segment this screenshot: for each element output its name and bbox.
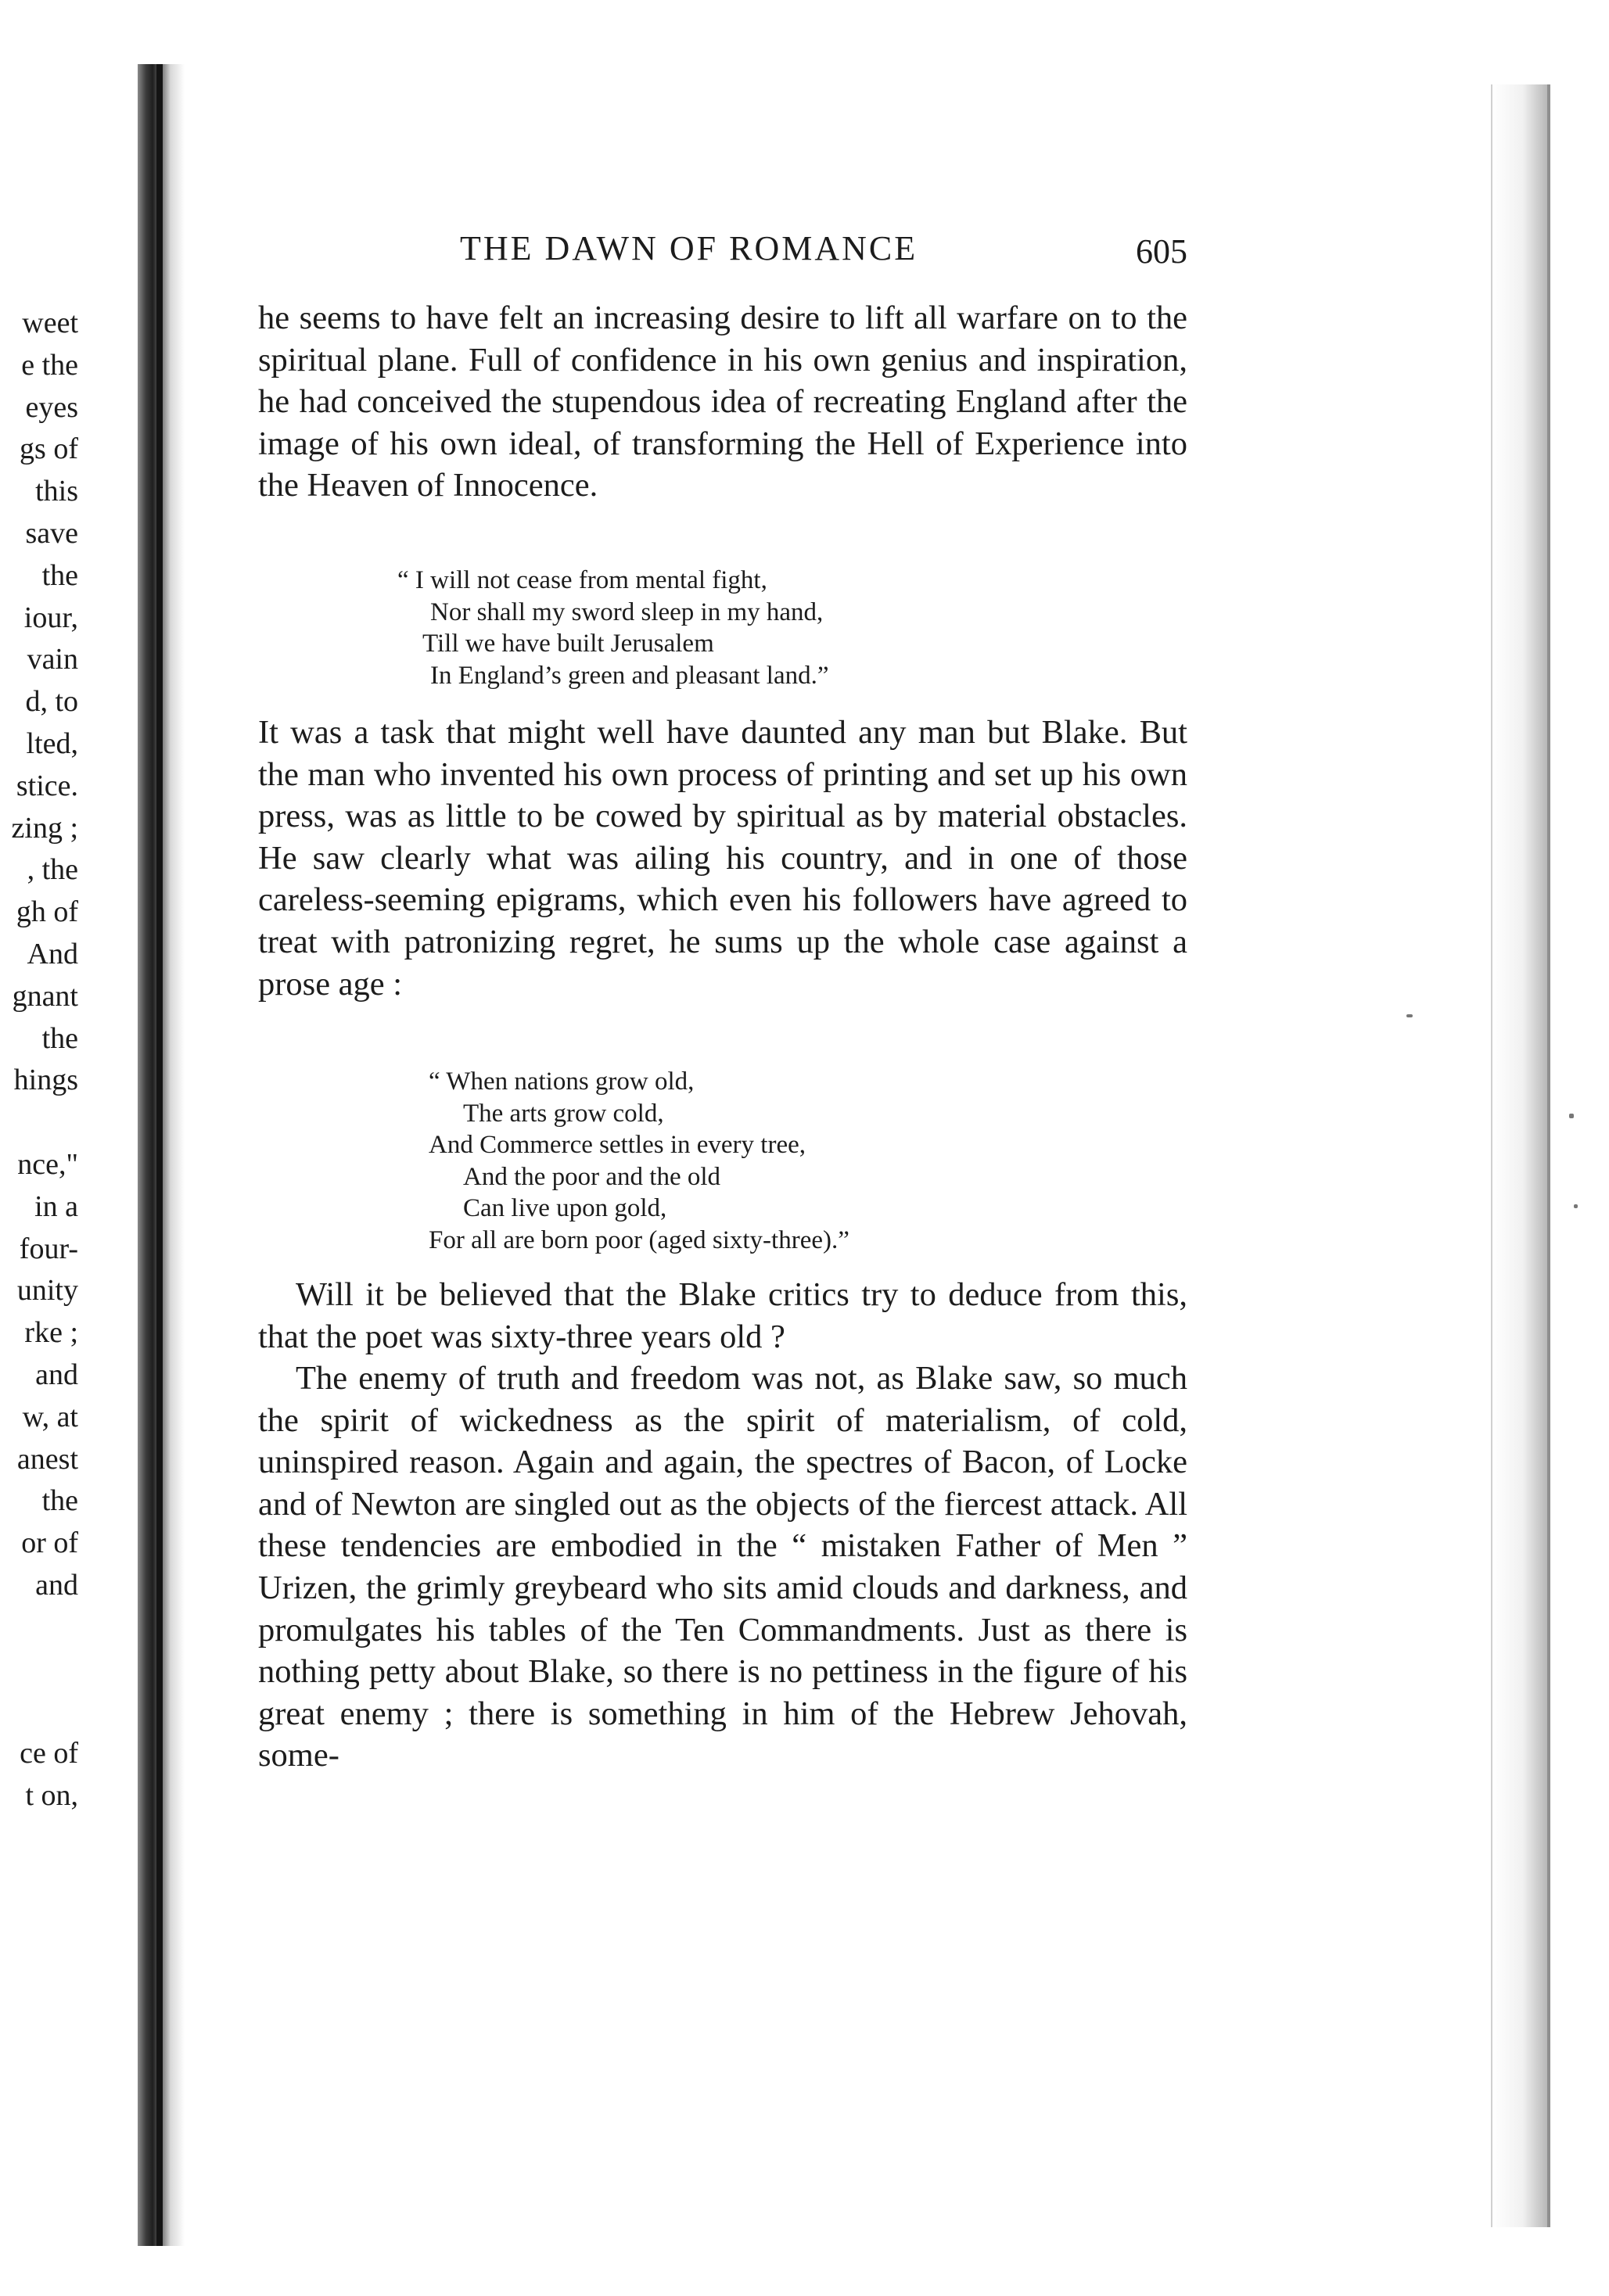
facing-page-line: anest	[16, 1442, 78, 1476]
gutter-edge	[156, 64, 163, 2246]
facing-page-line: unity	[16, 1274, 78, 1308]
facing-page-fragment	[0, 64, 153, 2246]
facing-page-line: this	[35, 475, 78, 508]
facing-page-line: eyes	[25, 390, 78, 424]
paragraph-3: Will it be believed that the Blake critics try to deduce from this, that the poet was sixty-three years old ?	[258, 1276, 1187, 1355]
facing-page-line: , the	[27, 853, 78, 887]
scan-speck	[1574, 1204, 1578, 1208]
facing-page-line: or of	[21, 1526, 78, 1560]
facing-page-line: gnant	[12, 979, 78, 1013]
paragraph-4: The enemy of truth and freedom was not, as Blake saw, so much the spirit of wickedness as the spirit of materialism, of cold, uninspired reason. Again and again, the spectres of Bacon, of Locke and of Newton are singled out as the objects of the fiercest attack. All these tendencies are embodied in the “ mistaken Father of Men ” Urizen, the grimly greybeard who sits amid clouds and darkness, and promulgates his tables of the Ten Commandments. Just as there is nothing petty about Blake, so there is no pettiness in the figure of his great enemy ; there is something in him of the Hebrew Jehovah, some-	[258, 1360, 1187, 1774]
facing-page-line: weet	[22, 307, 78, 339]
verse-epigram	[429, 1066, 849, 1256]
verse-line: The arts grow cold,	[463, 1099, 664, 1128]
facing-page-line: and	[35, 1358, 78, 1391]
verse-line: And the poor and the old	[463, 1162, 721, 1191]
verse-line: Can live upon gold,	[463, 1194, 667, 1222]
verse-line: In England’s green and pleasant land.”	[430, 661, 829, 690]
facing-page-line: the	[41, 1021, 78, 1055]
scan-speck	[1569, 1114, 1574, 1118]
facing-page-line: hings	[13, 1064, 78, 1097]
facing-page-line: d, to	[25, 685, 78, 719]
running-head	[258, 225, 1187, 272]
facing-page-line: gs of	[20, 432, 78, 466]
facing-page-line: w, at	[22, 1400, 78, 1433]
facing-page-line: save	[25, 517, 78, 550]
facing-page-line: stice.	[16, 769, 78, 802]
running-title: THE DAWN OF ROMANCE	[460, 229, 918, 267]
facing-page-line: four-	[19, 1232, 78, 1265]
page-stack-edge	[1492, 84, 1550, 2227]
facing-page-line: And	[27, 938, 78, 970]
facing-page-line: vain	[27, 643, 78, 676]
verse-line: “ I will not cease from mental fight,	[397, 566, 767, 594]
paragraph-2: It was a task that might well have daunted any man but Blake. But the man who invented his own process of printing and set up his own press, was as little to be cowed by spiritual as by material obstacles. He saw clearly what was ailing his country, and in one of those careless-seeming epigrams, which even his followers have agreed to treat with patronizing regret, he sums up the whole case against a prose age :	[258, 714, 1187, 1003]
verse-line: For all are born poor (aged sixty-three).”	[429, 1225, 849, 1254]
verse-line: “ When nations grow old,	[429, 1067, 695, 1096]
facing-page-line: and	[35, 1569, 78, 1602]
facing-page-line: gh of	[16, 895, 78, 929]
verse-line: Till we have built Jerusalem	[422, 630, 714, 658]
facing-page-line: lted,	[26, 727, 78, 760]
paragraph-1: he seems to have felt an increasing desire to lift all warfare on to the spiritual plane. Full of confidence in his own genius and inspiration, he had conceived the stupendous idea of recreating England after the image of his own ideal, of transforming the Hell of Experience into the Heaven of Innocence.	[258, 300, 1187, 504]
verse-line: And Commerce settles in every tree,	[429, 1131, 806, 1159]
facing-page-line: rke ;	[24, 1316, 78, 1350]
facing-page-line: e the	[21, 348, 78, 382]
facing-page-line: t on,	[25, 1779, 78, 1812]
page-number: 605	[1136, 232, 1187, 271]
facing-page-line: the	[41, 558, 78, 592]
scan-speck	[1406, 1014, 1413, 1017]
facing-page-line: zing ;	[11, 811, 78, 845]
facing-page-line: iour,	[23, 601, 78, 634]
facing-page-line: nce,"	[17, 1148, 78, 1181]
facing-page-line: the	[41, 1484, 78, 1518]
facing-page-line: ce of	[20, 1737, 78, 1770]
verse-line: Nor shall my sword sleep in my hand,	[430, 597, 824, 626]
facing-page-line: in a	[34, 1189, 78, 1223]
verse-jerusalem	[397, 565, 829, 691]
